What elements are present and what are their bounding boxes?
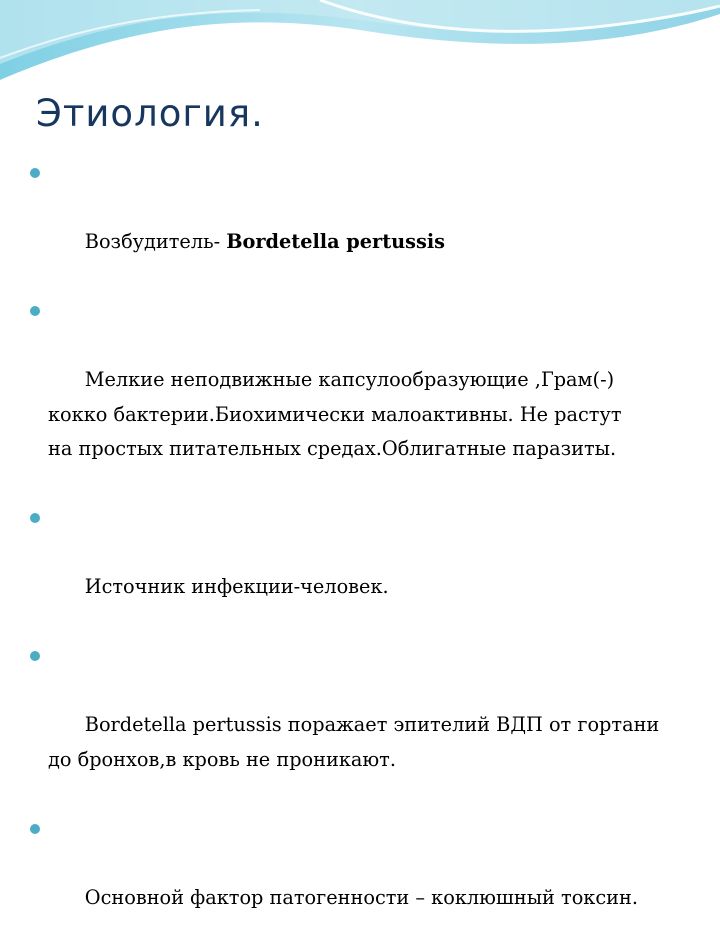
bullet-text: Мелкие неподвижные капсулообразующие ,Грам(-) кокко бактерии.Биохимически малоактивны. Не растут на простых питательных средах.Облигатные паразиты.	[48, 368, 622, 460]
bullet-item-morphology	[30, 294, 720, 501]
bullet-list	[30, 156, 720, 950]
bullet-item-pathogen	[30, 156, 720, 294]
pathogen-name: Bordetella pertussis	[226, 230, 446, 253]
bullet-item-toxin	[30, 812, 720, 950]
bullet-item-pathogenesis	[30, 639, 720, 812]
slide-title: Этиология.	[36, 92, 264, 135]
bullet-text: Возбудитель-	[84, 230, 227, 253]
bullet-dot-icon	[30, 651, 40, 661]
bullet-text: Источник инфекции-человек.	[84, 575, 389, 598]
bullet-item-source	[30, 501, 720, 639]
bullet-text: Bordetella pertussis поражает эпителий ВДП от гортани до бронхов,в кровь не проникают.	[48, 713, 660, 771]
bullet-text: Основной фактор патогенности – коклюшный токсин.	[84, 885, 638, 909]
bullet-dot-icon	[30, 824, 40, 834]
bullet-dot-icon	[30, 513, 40, 523]
bullet-dot-icon	[30, 168, 40, 178]
bullet-dot-icon	[30, 306, 40, 316]
